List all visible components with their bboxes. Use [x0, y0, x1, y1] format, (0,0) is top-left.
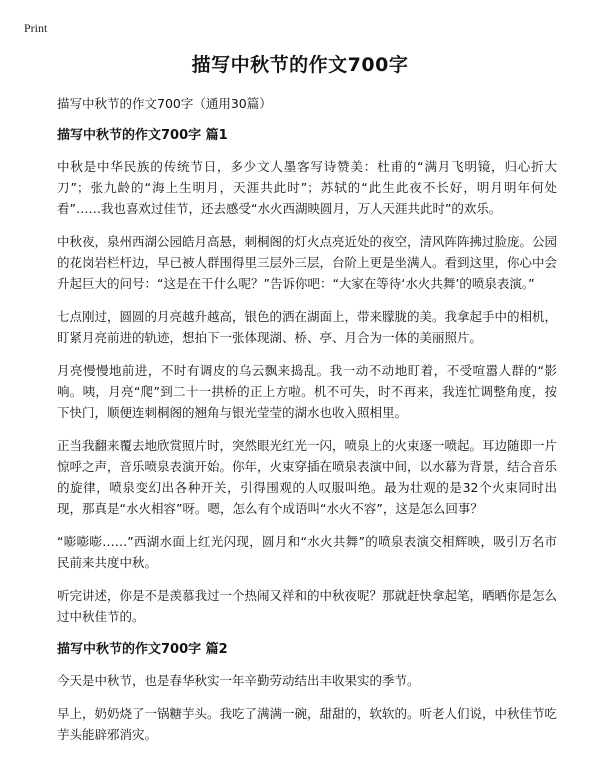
paragraph: 月亮慢慢地前进，不时有调皮的乌云飘来捣乱。我一动不动地盯着，不受喧嚣人群的“影响。咦，月亮“爬”到二十一拱桥的正上方啦。机不可失，时不再来，我连忙调整角度，按下快门，顺便连刺桐阁的翘角与银光莹莹的湖水也收入照相里。 [57, 363, 557, 420]
section-heading: 描写中秋节的作文700字 篇2 [57, 642, 228, 657]
paragraph: 正当我翻来覆去地欣赏照片时，突然眼光红光一闪，喷泉上的火束逐一喷起。耳边随即一片惊呼之声，音乐喷泉表演开始。你年，火束穿插在喷泉表演中间，以水幕为背景，结合音乐的旋律，喷泉变幻出各种开关，引得围观的人叹服叫绝。最为壮观的是32个火束同时出现，那真是“水火相容”呀。嗯，怎么有个成语叫“水火不容”，这是怎么回事？ [57, 438, 558, 516]
section-heading: 描写中秋节的作文700字 篇1 [57, 128, 228, 143]
paragraph: 早上，奶奶烧了一锅糖芋头。我吃了满满一碗，甜甜的，软软的。听老人们说，中秋佳节吃芋头能辟邪消灾。 [57, 706, 558, 742]
paragraph: 今天是中秋节，也是春华秋实一年辛勤劳动结出丰收果实的季节。 [57, 673, 420, 688]
print-link[interactable]: Print [24, 21, 48, 35]
article-section-2 [57, 639, 557, 745]
article-section-1 [57, 125, 557, 627]
paragraph: “嘭嘭嘭……”西湖水面上红光闪现，圆月和“水火共舞”的喷泉表演交相辉映，吸引万名市民前来共度中秋。 [57, 534, 557, 570]
page-title: 描写中秋节的作文700字 [191, 54, 409, 76]
paragraph: 七点刚过，圆圆的月亮越升越高，银色的洒在湖面上，带来朦胧的美。我拿起手中的相机，盯紧月亮前进的轨迹，想拍下一张体现湖、桥、亭、月合为一体的美丽照片。 [57, 309, 558, 345]
article-subtitle: 描写中秋节的作文700字（通用30篇） [57, 96, 272, 111]
paragraph: 中秋夜，泉州西湖公园皓月高悬，刺桐阁的灯火点亮近处的夜空，清风阵阵拂过脸庞。公园的花岗岩栏杆边，早已被人群围得里三层外三层，台阶上更是坐满人。看到这里，你心中会升起巨大的问号：“这是在干什么呢？”告诉你吧：“大家在等待‘水火共舞’的喷泉表演。” [57, 234, 558, 291]
article-body [57, 93, 557, 757]
paragraph: 听完讲述，你是不是羡慕我过一个热闹又祥和的中秋夜呢？那就赶快拿起笔，晒晒你是怎么过中秋佳节的。 [57, 588, 558, 624]
paragraph: 中秋是中华民族的传统节日，多少文人墨客写诗赞美：杜甫的“满月飞明镜，归心折大刀”；张九龄的“海上生明月，天涯共此时”；苏轼的“此生此夜不长好，明月明年何处看”……我也喜欢过佳节，还去感受“水火西湖映圆月，万人天涯共此时”的欢乐。 [57, 159, 557, 216]
